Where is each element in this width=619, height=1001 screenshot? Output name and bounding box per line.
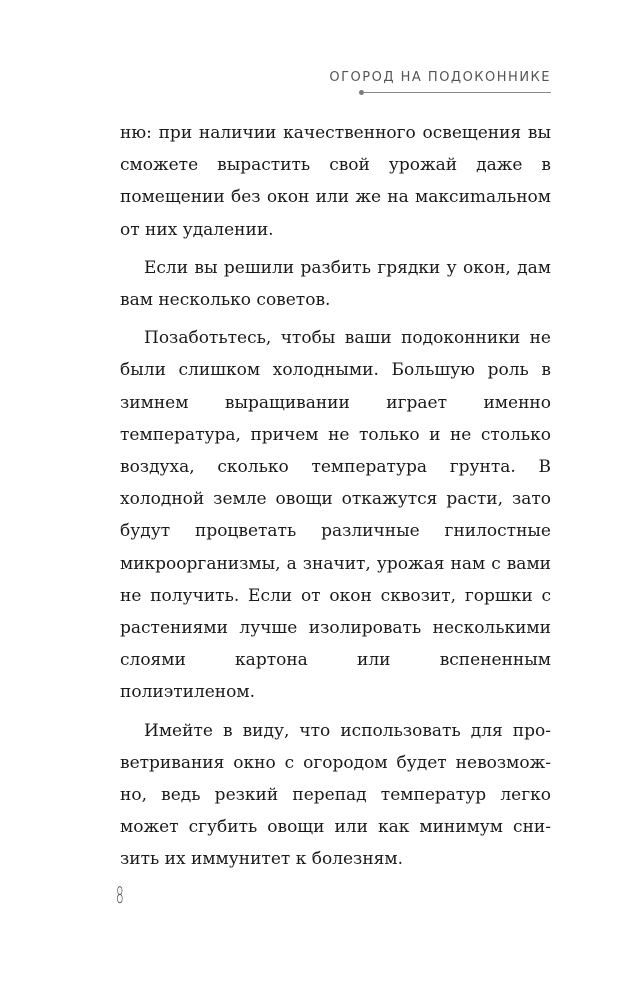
body-text — [120, 117, 551, 876]
paragraph: Если вы решили разбить грядки у окон, дам вам несколько советов. — [120, 257, 551, 311]
page-number: 8 — [116, 884, 124, 909]
paragraph: Имейте в виду, что использовать для проветривания окно с огородом будет невозможно, ведь резкий перепад температур легко может сгубить овощи или как минимум снизить их иммунитет к болезням. — [120, 720, 551, 870]
paragraph: Позаботьтесь, чтобы ваши подоконники не были слишком холодными. Большую роль в зимнем выращивании играет именно температура, причем не только и не столько воздуха, сколько температура грунта. В холодной земле овощи откажутся расти, зато будут процветать различные гнилостные микроорганизмы, а значит, урожая нам с вами не получить. Если от окон сквозит, горшки с растениями лучше изолировать несколькими слоями картона или вспененным полиэтиленом. — [120, 328, 551, 703]
running-head-rule — [363, 92, 551, 93]
running-head-title: ОГОРОД НА ПОДОКОННИКЕ — [329, 70, 551, 85]
paragraph-continued: ню: при наличии качественного освещения вы сможете вырастить свой урожай даже в помещении без окон или же на максиmальном от них удалении. — [120, 123, 551, 240]
